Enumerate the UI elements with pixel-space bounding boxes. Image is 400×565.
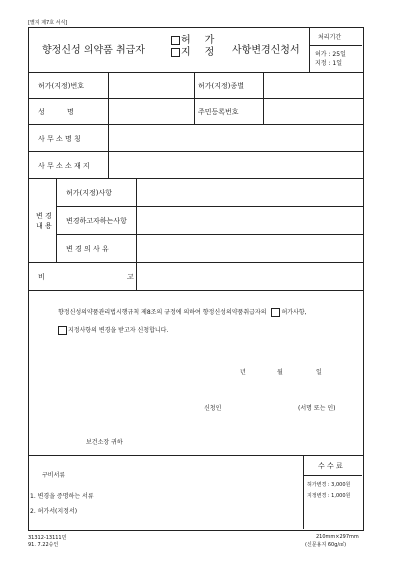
statement-line1: 향정신성의약품관리법시행규칙 제8조의 규정에 의하여 향정신성의약품취급자의 허가사항, <box>58 309 307 316</box>
statement-opt1: 허가사항, <box>281 309 307 316</box>
form-title-left: 향정신성 의약품 취급자 <box>42 45 145 56</box>
desired-change-label: 변경하고자하는사항 <box>66 217 127 225</box>
proc-line2: 지정 : 1일 <box>315 60 343 67</box>
title-opt-designation-b: 정 <box>204 47 215 58</box>
remarks-label-a: 비 <box>38 273 45 281</box>
fee-header: 수 수 료 <box>318 462 343 470</box>
doc-item-1: 1. 변경을 증명하는 서류 <box>30 493 94 500</box>
statement-license-checkbox[interactable] <box>271 308 280 317</box>
license-number-label: 허가(지정)번호 <box>38 82 85 90</box>
statement-opt2: 지정사항의 변경을 받고자 신청합니다. <box>68 327 169 334</box>
date-month: 월 <box>277 369 283 376</box>
fee-line1: 허가변경 : 3,000원 <box>307 482 351 488</box>
doc-item-2: 2. 허가서(지정서) <box>30 508 78 515</box>
form-code: [별지 제7호 서식] <box>28 20 68 26</box>
title-opt-license-b: 가 <box>204 35 215 46</box>
date-year: 년 <box>240 369 246 376</box>
office-address-label: 사 무 소 소 재 지 <box>38 162 90 170</box>
name-label: 성 명 <box>38 108 74 116</box>
form-title-right: 사항변경신청서 <box>232 45 300 56</box>
title-opt-license: 허 <box>181 35 191 46</box>
current-license-field[interactable] <box>138 180 361 204</box>
title-opt-designation: 지 <box>181 47 191 58</box>
footer-paper: (신문용지 60g/㎡) <box>305 542 347 548</box>
license-checkbox[interactable] <box>171 36 180 45</box>
license-number-field[interactable] <box>110 74 192 96</box>
resident-number-label: 주민등록번호 <box>198 108 239 116</box>
signature-note: (서명 또는 인) <box>298 405 336 412</box>
footer-approval: 91. 7.22승인 <box>28 542 59 548</box>
office-name-label: 사 무 소 명 칭 <box>38 135 81 143</box>
office-name-field[interactable] <box>110 126 361 149</box>
license-type-field[interactable] <box>265 74 361 96</box>
fee-line2: 지정변경 : 1,000원 <box>307 493 351 499</box>
proc-line1: 허가 : 25일 <box>315 51 346 58</box>
statement-designation-checkbox[interactable] <box>58 326 67 335</box>
footer-code: 31312-13111민 <box>28 535 67 541</box>
change-reason-field[interactable] <box>138 236 361 260</box>
applicant-label: 신청인 <box>204 405 222 412</box>
current-license-label: 허가(지정)사항 <box>66 189 113 197</box>
change-reason-label: 변 경 의 사 유 <box>66 245 109 253</box>
date-day: 일 <box>316 369 322 376</box>
remarks-field[interactable] <box>138 264 361 288</box>
title-options <box>171 35 214 59</box>
license-type-label: 허가(지정)종별 <box>198 82 245 90</box>
docs-header: 구비서류 <box>42 472 66 479</box>
desired-change-field[interactable] <box>138 208 361 232</box>
statement-line2 <box>58 325 168 335</box>
remarks-label-b: 고 <box>127 273 134 281</box>
name-field[interactable] <box>110 100 192 122</box>
change-group-label: 변 경 내 용 <box>36 212 52 230</box>
resident-number-field[interactable] <box>265 100 361 122</box>
designation-checkbox[interactable] <box>171 48 180 57</box>
proc-header: 처리기간 <box>318 34 342 41</box>
footer-size: 210mm×297mm <box>316 534 359 540</box>
addressee: 보건소장 귀하 <box>86 439 123 446</box>
office-address-field[interactable] <box>110 153 361 176</box>
